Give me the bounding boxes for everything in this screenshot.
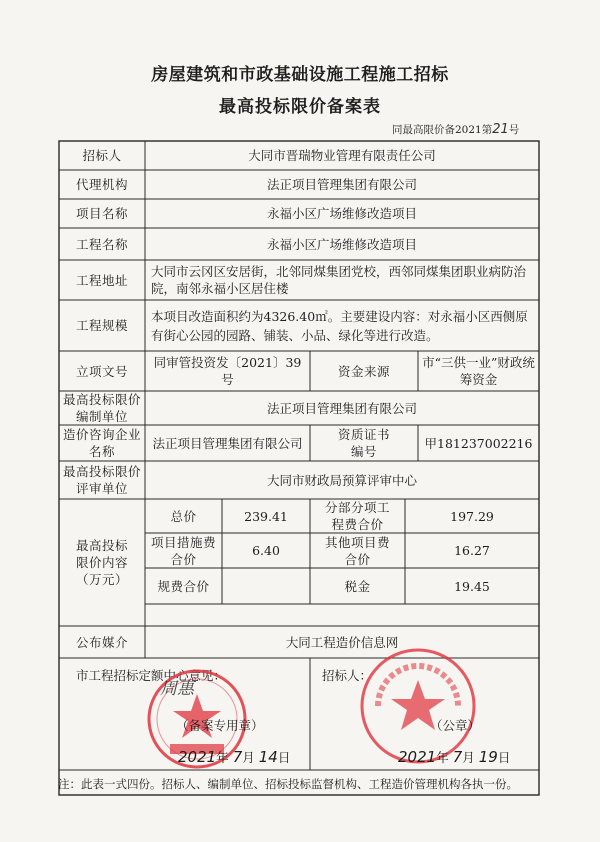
- scale-value: 本项目改造面积约为4326.40㎡。主要建设内容：对永福小区西侧原有街心公园的园路、铺装、小品、绿化等进行改造。: [151, 308, 528, 343]
- title-line2: 最高投标限价备案表: [219, 97, 381, 117]
- fee-value: [222, 568, 310, 604]
- measure-label: 项目措施费合价: [150, 534, 216, 567]
- date-right-month-suffix: 月: [462, 750, 475, 765]
- handwritten-signature-left: 周惠: [160, 679, 194, 699]
- date-right-day-suffix: 日: [497, 750, 511, 765]
- sub-item-label: 分部分项工程费合价: [324, 500, 390, 532]
- tax-label: 税金: [344, 578, 371, 594]
- total-price-label: 总价: [170, 508, 197, 524]
- tenderee-label: 招标人: [82, 148, 122, 163]
- date-right: [398, 748, 510, 766]
- date-left-month: 7: [232, 748, 243, 766]
- other-label: 其他项目费合价: [324, 534, 390, 567]
- filing-stamp-caption: （备案专用章）: [176, 718, 264, 733]
- tax-value: 19.45: [454, 578, 490, 594]
- content-label: 最高投标限价内容（万元）: [75, 538, 128, 587]
- consult-label: 造价咨询企业名称: [62, 427, 141, 459]
- total-price-value: 239.41: [244, 508, 288, 524]
- cert-label: 资质证书编号: [337, 427, 390, 459]
- media-value: 大同工程造价信息网: [285, 634, 399, 650]
- date-right-day: 19: [478, 748, 498, 766]
- reviewer-label: 最高投标限价评审单位: [62, 464, 141, 496]
- approval-value: 同审管投资发〔2021〕39号: [153, 355, 302, 387]
- project-name-label: 项目名称: [75, 206, 128, 221]
- address-value: 大同市云冈区安居街，北邻同煤集团党校，西邻同煤集团职业病防治院，南邻永福小区居住楼: [151, 264, 527, 296]
- media-label: 公布媒介: [75, 634, 128, 650]
- date-left: [178, 748, 290, 766]
- scale-label: 工程规模: [75, 318, 128, 333]
- date-left-day: 14: [258, 748, 278, 766]
- consult-value: 法正项目管理集团有限公司: [152, 435, 303, 451]
- works-name-value: 永福小区广场维修改造项目: [266, 236, 417, 252]
- reviewer-value: 大同市财政局预算评审中心: [266, 472, 417, 488]
- works-name-label: 工程名称: [75, 236, 128, 252]
- fund-source-label: 资金来源: [337, 363, 390, 379]
- agency-value: 法正项目管理集团有限公司: [266, 177, 417, 192]
- date-left-day-suffix: 日: [277, 750, 291, 765]
- measure-value: 6.40: [252, 543, 280, 558]
- approval-label: 立项文号: [75, 363, 128, 379]
- other-value: 16.27: [454, 543, 490, 558]
- date-left-year-suffix: 年: [216, 750, 229, 765]
- record-suffix: 号: [508, 124, 520, 136]
- date-right-month: 7: [452, 748, 463, 766]
- fund-source-value: 市“三供一业”财政统筹资金: [422, 355, 535, 387]
- date-right-year-suffix: 年: [436, 750, 449, 765]
- sub-item-value: 197.29: [450, 508, 494, 524]
- title-line1: 房屋建筑和市政基础设施工程施工招标: [151, 65, 449, 85]
- compiler-value: 法正项目管理集团有限公司: [266, 400, 417, 416]
- project-name-value: 永福小区广场维修改造项目: [266, 206, 417, 221]
- tenderee-value: 大同市晋瑞物业管理有限责任公司: [248, 148, 436, 163]
- official-seal-caption: （公章）: [430, 718, 481, 733]
- agency-label: 代理机构: [75, 177, 128, 192]
- tenderee-sign-label: 招标人：: [322, 668, 373, 683]
- cert-value: 甲181237002216: [424, 435, 533, 451]
- address-label: 工程地址: [75, 272, 128, 288]
- center-opinion-label: 市工程招标定额中心意见：: [76, 668, 227, 683]
- date-right-year: 2021: [398, 748, 437, 766]
- date-left-month-suffix: 月: [242, 750, 255, 765]
- footnote: 注：此表一式四份。招标人、编制单位、招标投标监督机构、工程造价管理机构各执一份。: [58, 777, 518, 791]
- date-left-year: 2021: [178, 748, 217, 766]
- fee-label: 规费合价: [157, 578, 210, 594]
- record-number-handwritten: 21: [492, 122, 509, 137]
- record-prefix: 同最高限价备2021第: [392, 124, 493, 136]
- compiler-label: 最高投标限价编制单位: [62, 392, 141, 424]
